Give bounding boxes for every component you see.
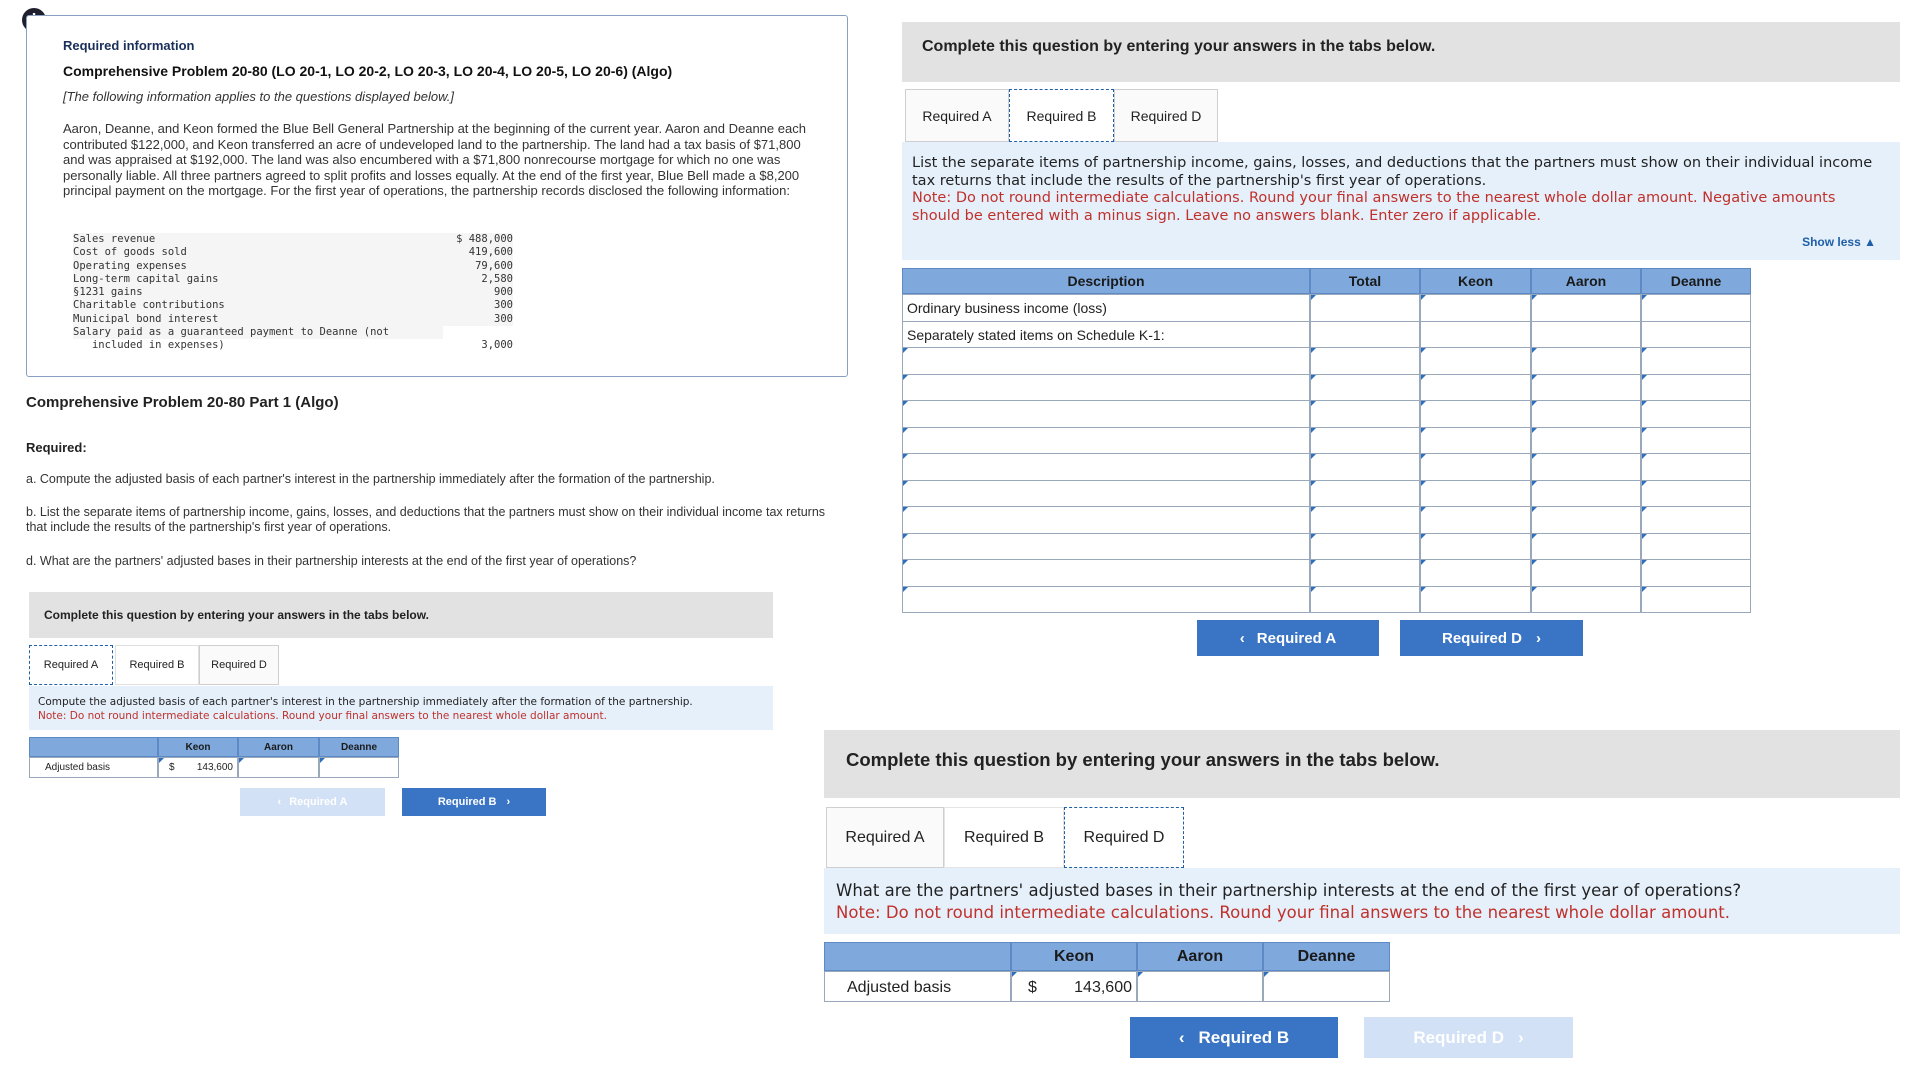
banner-text: Complete this question by entering your answers in the tabs below.: [44, 608, 429, 622]
amount-input[interactable]: [1310, 559, 1420, 587]
amount-input[interactable]: [1531, 294, 1641, 322]
table-row: [73, 326, 543, 339]
amount-input[interactable]: [1531, 586, 1641, 614]
table-row: [73, 339, 543, 352]
currency-symbol: $: [169, 762, 175, 773]
row-label-adjusted-basis: Adjusted basis: [824, 971, 1011, 1002]
amount-input[interactable]: [1310, 586, 1420, 614]
description-dropdown[interactable]: [902, 586, 1310, 614]
next-button-label: Required D: [1441, 629, 1522, 647]
amount-input[interactable]: [1641, 294, 1751, 322]
tab-required-d[interactable]: Required D: [199, 645, 279, 685]
description-dropdown[interactable]: [902, 400, 1310, 428]
required-item-a: a. Compute the adjusted basis of each partner's interest in the partnership immediately after the formation of the partnership.: [26, 472, 715, 486]
chevron-left-icon: ‹: [1239, 629, 1245, 647]
currency-symbol: $: [1028, 979, 1037, 996]
amount-input[interactable]: [1310, 533, 1420, 561]
amount-input[interactable]: [1420, 400, 1531, 428]
row-label: Charitable contributions: [73, 299, 443, 312]
description-dropdown[interactable]: [902, 453, 1310, 481]
amount-input[interactable]: [1420, 586, 1531, 614]
tab-required-b[interactable]: Required B: [1009, 89, 1114, 142]
header-deanne: Deanne: [1263, 942, 1390, 971]
chevron-left-icon: ‹: [277, 796, 282, 808]
table-row: [73, 260, 543, 273]
banner-text: Complete this question by entering your answers in the tabs below.: [922, 38, 1436, 55]
required-item-d: d. What are the partners' adjusted bases in their partnership interests at the end of the first year of operations?: [26, 554, 637, 568]
tab-required-a[interactable]: Required A: [826, 807, 944, 868]
instruction-text: List the separate items of partnership income, gains, losses, and deductions that the partners must show on their individual income tax returns that include the results of the partnership's first year of operations.: [912, 155, 1873, 189]
row-value: [443, 326, 513, 339]
info-title: Required information: [63, 38, 195, 53]
row-value: 2,580: [443, 273, 513, 286]
row-label: §1231 gains: [73, 286, 443, 299]
grid-header-blank: [824, 942, 1011, 971]
next-button-required-d[interactable]: [1364, 1017, 1573, 1058]
amount-input[interactable]: [1641, 427, 1751, 455]
keon-adjusted-basis-input[interactable]: [1011, 971, 1137, 1002]
amount-input[interactable]: [1641, 374, 1751, 402]
description-dropdown[interactable]: [902, 506, 1310, 534]
amount-input[interactable]: [1641, 586, 1751, 614]
amount-input[interactable]: [1310, 480, 1420, 508]
description-dropdown[interactable]: [902, 347, 1310, 375]
financial-data-table: [73, 233, 543, 353]
row-value: $ 488,000: [443, 233, 513, 246]
prev-button-label: Required A: [289, 796, 348, 808]
required-heading: Required:: [26, 440, 87, 455]
amount-input[interactable]: [1310, 427, 1420, 455]
row-value: 79,600: [443, 260, 513, 273]
amount-input[interactable]: [1531, 533, 1641, 561]
chevron-left-icon: ‹: [1178, 1027, 1185, 1047]
chevron-right-icon: ›: [506, 796, 511, 808]
row-label: Operating expenses: [73, 260, 443, 273]
row-label: Sales revenue: [73, 233, 443, 246]
tab-required-a[interactable]: Required A: [29, 645, 113, 685]
amount-input[interactable]: [1641, 533, 1751, 561]
amount-input[interactable]: [1641, 480, 1751, 508]
row-label: Salary paid as a guaranteed payment to Deanne (not: [73, 326, 443, 339]
instruction-box-b: [902, 142, 1900, 260]
next-button-required-b[interactable]: [402, 788, 546, 816]
next-button-required-d[interactable]: [1400, 620, 1583, 656]
required-item-b: b. List the separate items of partnership income, gains, losses, and deductions that the partners must show on their individual income tax returns that include the results of the partnership's first year of operations.: [26, 505, 826, 534]
chevron-right-icon: ›: [1536, 629, 1541, 647]
keon-value: 143,600: [196, 762, 233, 773]
next-button-label: Required B: [437, 796, 497, 808]
keon-value: 143,600: [1074, 979, 1132, 996]
rounding-note: Note: Do not round intermediate calculations. Round your final answers to the nearest whole dollar amount.: [38, 710, 607, 722]
rounding-note: Note: Do not round intermediate calculations. Round your final answers to the nearest whole dollar amount. Negative amounts should be entered with a minus sign. Leave no answers blank. Enter zero if applicable.: [912, 190, 1836, 224]
amount-input[interactable]: [1641, 347, 1751, 375]
amount-input[interactable]: [1310, 294, 1420, 322]
chevron-right-icon: ›: [1518, 1027, 1524, 1047]
grid-cell: [1641, 321, 1751, 349]
keon-adjusted-basis-input[interactable]: [158, 757, 238, 778]
amount-input[interactable]: [1420, 294, 1531, 322]
row-label: Municipal bond interest: [73, 313, 443, 326]
amount-input[interactable]: [1310, 347, 1420, 375]
amount-input[interactable]: [1531, 427, 1641, 455]
amount-input[interactable]: [1641, 400, 1751, 428]
amount-input[interactable]: [1420, 559, 1531, 587]
header-aaron: Aaron: [1137, 942, 1263, 971]
header-deanne: Deanne: [319, 737, 399, 757]
row-label: Long-term capital gains: [73, 273, 443, 286]
header-keon: Keon: [1420, 268, 1531, 294]
complete-banner: [29, 592, 773, 638]
amount-input[interactable]: [1310, 506, 1420, 534]
part-title: Comprehensive Problem 20-80 Part 1 (Algo): [26, 394, 339, 411]
amount-input[interactable]: [1641, 506, 1751, 534]
table-row: [73, 233, 543, 246]
header-aaron: Aaron: [238, 737, 319, 757]
table-row: [73, 273, 543, 286]
amount-input[interactable]: [1420, 374, 1531, 402]
header-total: Total: [1310, 268, 1420, 294]
header-description: Description: [902, 268, 1310, 294]
rounding-note: Note: Do not round intermediate calculations. Round your final answers to the nearest whole dollar amount.: [836, 903, 1730, 922]
deanne-adjusted-basis-input[interactable]: [1263, 971, 1390, 1002]
complete-banner-b: [902, 22, 1900, 82]
tab-required-b[interactable]: Required B: [115, 645, 199, 685]
table-row: [73, 299, 543, 312]
amount-input[interactable]: [1531, 400, 1641, 428]
amount-input[interactable]: [1531, 480, 1641, 508]
problem-description: Aaron, Deanne, and Keon formed the Blue Bell General Partnership at the beginning of the current year. Aaron and Deanne each contributed $122,000, and Keon transferred an acre of undeveloped land to the partnership. The land had a tax basis of $71,800 and was appraised at $192,000. The land was also encumbered with a $71,800 nonrecourse mortgage for which no one was personally liable. All three partners agreed to split profits and losses equally. At the end of the first year, Blue Bell made a $8,200 principal payment on the mortgage. For the first year of operations, the partnership records disclosed the following information:: [63, 121, 806, 198]
amount-input[interactable]: [1420, 453, 1531, 481]
aaron-adjusted-basis-input[interactable]: [238, 757, 319, 778]
description-dropdown[interactable]: [902, 559, 1310, 587]
complete-banner-d: [824, 730, 1900, 798]
amount-input[interactable]: [1310, 374, 1420, 402]
tab-required-a[interactable]: Required A: [905, 89, 1009, 142]
amount-input[interactable]: [1420, 347, 1531, 375]
table-row: [73, 313, 543, 326]
prev-button-required-a[interactable]: [1197, 620, 1379, 656]
instruction-text: What are the partners' adjusted bases in their partnership interests at the end of the first year of operations?: [836, 881, 1742, 900]
amount-input[interactable]: [1531, 506, 1641, 534]
description-dropdown[interactable]: [902, 427, 1310, 455]
amount-input[interactable]: [1420, 506, 1531, 534]
prev-button-label: Required B: [1198, 1027, 1290, 1047]
row-value: 3,000: [443, 339, 513, 352]
grid-header-blank: [29, 737, 158, 757]
caret-up-icon: ▲: [1864, 235, 1876, 249]
grid-cell: [1531, 321, 1641, 349]
row-label-separately-stated: Separately stated items on Schedule K-1:: [902, 321, 1310, 349]
next-button-label: Required D: [1413, 1027, 1504, 1047]
amount-input[interactable]: [1531, 453, 1641, 481]
row-value: 300: [443, 299, 513, 312]
amount-input[interactable]: [1420, 427, 1531, 455]
grid-cell: [1420, 321, 1531, 349]
description-dropdown[interactable]: [902, 374, 1310, 402]
tab-required-d[interactable]: Required D: [1064, 807, 1184, 868]
info-note: [The following information applies to the questions displayed below.]: [63, 89, 454, 104]
amount-input[interactable]: [1420, 480, 1531, 508]
amount-input[interactable]: [1310, 453, 1420, 481]
tab-required-b[interactable]: Required B: [944, 807, 1064, 868]
amount-input[interactable]: [1531, 374, 1641, 402]
table-row: [73, 246, 543, 259]
prev-button-required-a[interactable]: [240, 788, 385, 816]
amount-input[interactable]: [1531, 347, 1641, 375]
amount-input[interactable]: [1641, 559, 1751, 587]
show-less-label: Show less: [1802, 235, 1861, 249]
aaron-adjusted-basis-input[interactable]: [1137, 971, 1263, 1002]
deanne-adjusted-basis-input[interactable]: [319, 757, 399, 778]
header-aaron: Aaron: [1531, 268, 1641, 294]
header-keon: Keon: [158, 737, 238, 757]
instruction-text: Compute the adjusted basis of each partner's interest in the partnership immediately after the formation of the partnership.: [38, 696, 693, 708]
row-label: included in expenses): [73, 339, 443, 352]
instruction-box-a: [29, 686, 773, 730]
description-dropdown[interactable]: [902, 533, 1310, 561]
problem-title: Comprehensive Problem 20-80 (LO 20-1, LO 20-2, LO 20-3, LO 20-4, LO 20-5, LO 20-6) (Algo): [63, 63, 673, 79]
instruction-box-d: [824, 868, 1900, 934]
amount-input[interactable]: [1641, 453, 1751, 481]
header-deanne: Deanne: [1641, 268, 1751, 294]
table-row: [73, 286, 543, 299]
amount-input[interactable]: [1531, 559, 1641, 587]
banner-text: Complete this question by entering your answers in the tabs below.: [846, 749, 1440, 770]
grid-cell: [1310, 321, 1420, 349]
header-keon: Keon: [1011, 942, 1137, 971]
amount-input[interactable]: [1310, 400, 1420, 428]
tab-required-d[interactable]: Required D: [1114, 89, 1218, 142]
row-label-adjusted-basis: Adjusted basis: [29, 757, 158, 778]
row-label: Cost of goods sold: [73, 246, 443, 259]
row-value: 300: [443, 313, 513, 326]
amount-input[interactable]: [1420, 533, 1531, 561]
prev-button-required-b[interactable]: [1130, 1017, 1338, 1058]
row-value: 419,600: [443, 246, 513, 259]
show-less-link[interactable]: [1802, 235, 1876, 249]
prev-button-label: Required A: [1256, 629, 1337, 647]
description-dropdown[interactable]: [902, 480, 1310, 508]
row-label-ordinary-income: Ordinary business income (loss): [902, 294, 1310, 322]
row-value: 900: [443, 286, 513, 299]
